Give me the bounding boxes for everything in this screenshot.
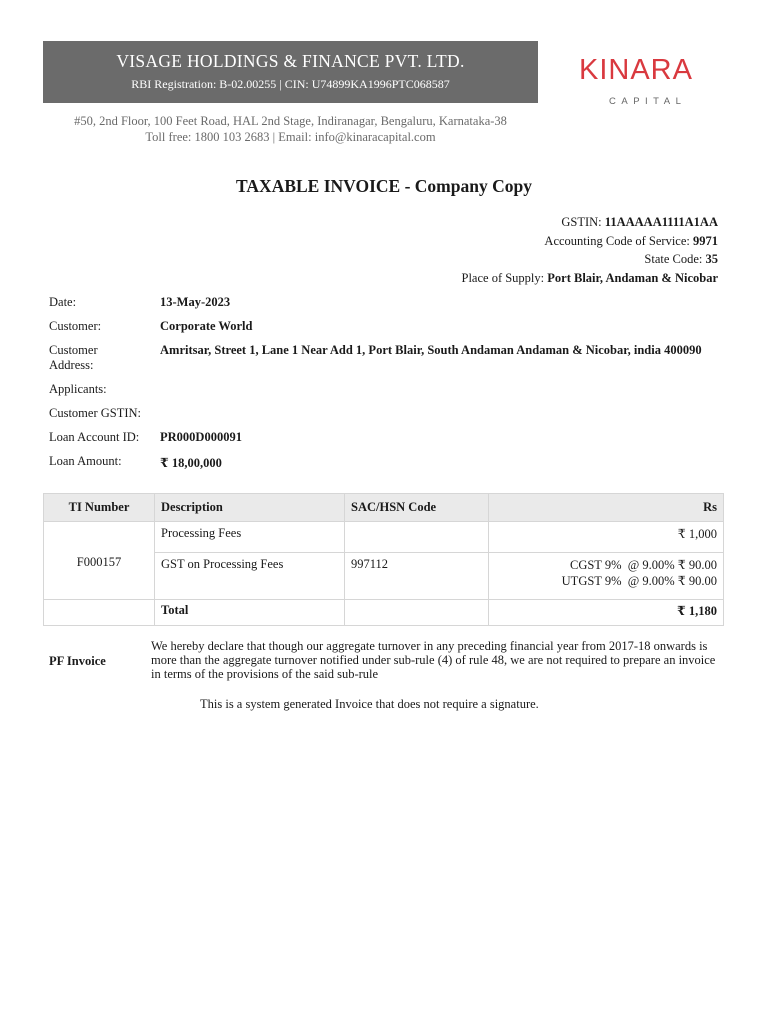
description-cell: GST on Processing Fees: [155, 553, 345, 600]
company-header-banner: [43, 41, 538, 103]
system-generated-note: This is a system generated Invoice that does not require a signature.: [200, 697, 539, 711]
accounting-code-label: Accounting Code of Service:: [544, 233, 693, 248]
info-row-customer: [49, 319, 719, 334]
place-of-supply-label: Place of Supply:: [461, 270, 548, 285]
cgst-line: CGST 9% @ 9.00% ₹ 90.00: [569, 558, 717, 572]
info-row-date: [49, 295, 719, 310]
table-header-row: [44, 494, 724, 522]
sac-cell: 997112: [345, 553, 489, 600]
state-code-label: State Code:: [644, 252, 706, 266]
gstin-label: GSTIN:: [561, 215, 605, 229]
info-row-loan-account: [49, 430, 719, 445]
empty-cell: [44, 600, 155, 626]
col-ti-number: TI Number: [44, 494, 155, 522]
customer-gstin-label: Customer GSTIN:: [49, 406, 142, 420]
declaration-text: We hereby declare that though our aggregate turnover in any preceding financial year from 2017-18 onwards is more than the aggregate turnover notified under sub-rule (4) of rule 48, we are not required to prepare an invoice in terms of the provisions of the said sub-rule: [151, 639, 716, 681]
sac-cell: [345, 522, 489, 553]
empty-cell: [345, 600, 489, 626]
loan-amount-value: ₹ 18,00,000: [160, 456, 222, 470]
applicants-label: Applicants:: [49, 382, 107, 396]
pf-invoice-label: PF Invoice: [49, 654, 106, 668]
registration-line: RBI Registration: B-02.00255 | CIN: U74899KA1996PTC068587: [131, 77, 450, 91]
company-name: VISAGE HOLDINGS & FINANCE PVT. LTD.: [116, 51, 465, 71]
info-row-address: [49, 343, 719, 373]
info-row-gstin: [49, 406, 719, 421]
loan-amount-label: Loan Amount:: [49, 454, 122, 468]
address-line-1: #50, 2nd Floor, 100 Feet Road, HAL 2nd Stage, Indiranagar, Bengaluru, Karnataka-38: [74, 114, 507, 128]
total-amount: ₹ 1,180: [489, 600, 724, 626]
info-row-applicants: [49, 382, 719, 397]
address-value: Amritsar, Street 1, Lane 1 Near Add 1, Port Blair, South Andaman Andaman & Nicobar, india 400090: [160, 343, 702, 357]
logo-wordmark: KINARA: [579, 54, 693, 86]
loan-account-value: PR000D000091: [160, 430, 242, 444]
kinara-logo: [573, 48, 723, 118]
customer-label: Customer:: [49, 319, 102, 333]
contact-line: Toll free: 1800 103 2683 | Email: info@kinaracapital.com: [145, 130, 436, 144]
table-row: [44, 522, 724, 553]
info-row-loan-amount: [49, 454, 719, 471]
accounting-code-row: [462, 232, 719, 251]
invoice-title: TAXABLE INVOICE - Company Copy: [236, 176, 532, 196]
state-code-value: 35: [705, 252, 718, 266]
tax-meta: [462, 213, 719, 287]
company-address: [43, 113, 538, 145]
address-label: Customer Address:: [49, 343, 98, 372]
customer-info: [49, 295, 719, 480]
ti-number-cell: F000157: [44, 522, 155, 600]
customer-gstin-value: [160, 406, 719, 421]
gstin-value: 11AAAAA1111A1AA: [604, 215, 718, 229]
utgst-line: UTGST 9% @ 9.00% ₹ 90.00: [561, 574, 717, 588]
charges-table: [43, 493, 724, 626]
amount-cell: ₹ 1,000: [489, 522, 724, 553]
tax-breakdown-cell: [489, 553, 724, 600]
total-row: [44, 600, 724, 626]
customer-value: Corporate World: [160, 319, 253, 333]
place-of-supply-row: [462, 269, 719, 288]
col-amount: Rs: [489, 494, 724, 522]
applicants-value: [160, 382, 719, 397]
accounting-code-value: 9971: [693, 233, 718, 248]
loan-account-label: Loan Account ID:: [49, 430, 140, 444]
col-sac-code: SAC/HSN Code: [345, 494, 489, 522]
state-code-row: [462, 250, 719, 269]
place-of-supply-value: Port Blair, Andaman & Nicobar: [547, 270, 718, 285]
description-cell: Processing Fees: [155, 522, 345, 553]
gstin-row: [462, 213, 719, 232]
date-value: 13-May-2023: [160, 295, 231, 309]
logo-subtitle: CAPITAL: [609, 96, 687, 107]
col-description: Description: [155, 494, 345, 522]
date-label: Date:: [49, 295, 77, 309]
total-label: Total: [155, 600, 345, 626]
